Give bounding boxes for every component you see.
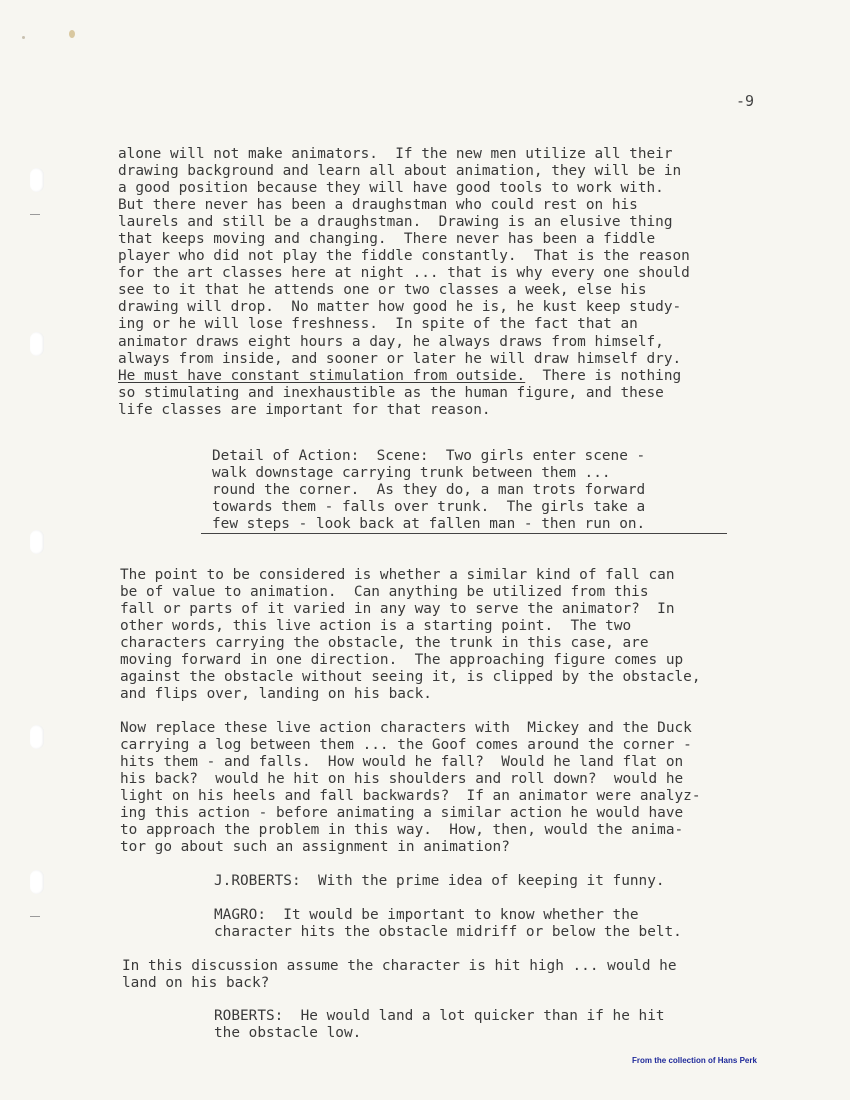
binder-hole bbox=[30, 168, 44, 192]
paragraph-mickey-duck: Now replace these live action characters with Mickey and the Duck carrying a log between them ... the Goof comes around the corner - hits them - and falls. How would he fall? Would he land flat on his back? would he hit on his shoulders and roll down? would he light on his heels and fall backwards? If an animator were analyz- ing this action - before animating a similar action he would have to approach the problem in this way. How, then, would the anima- tor go about such an assignment in animation? bbox=[120, 720, 701, 856]
paragraph-drawing-tail: There is nothing so stimulating and inexhaustible as the human figure, and these life classes are important for that reason. bbox=[118, 367, 682, 418]
paragraph-fall-analysis: The point to be considered is whether a similar kind of fall can be of value to animation. Can anything be utilized from this fall or parts of it varied in any way to serve the animator? In other words, this live action is a starting point. The two characters carrying the obstacle, the trunk in this case, are moving forward in one direction. The approaching figure comes up against the obstacle without seeing it, is clipped by the obstacle, and flips over, landing on his back. bbox=[120, 567, 701, 703]
detail-underline-rule bbox=[201, 533, 727, 534]
binder-mark bbox=[30, 916, 40, 917]
binder-hole bbox=[30, 530, 44, 554]
binder-hole bbox=[30, 725, 44, 749]
quote-roberts-2: ROBERTS: He would land a lot quicker than if he hit the obstacle low. bbox=[214, 1008, 665, 1042]
paper-speck bbox=[22, 36, 25, 39]
quote-magro: MAGRO: It would be important to know whether the character hits the obstacle midriff or below the belt. bbox=[214, 907, 682, 941]
binder-mark bbox=[30, 214, 40, 215]
collection-credit: From the collection of Hans Perk bbox=[632, 1056, 757, 1065]
paragraph-hit-high: In this discussion assume the character is hit high ... would he land on his back? bbox=[122, 958, 677, 992]
page-number: -9 bbox=[736, 92, 755, 110]
paper-stain bbox=[69, 30, 75, 38]
underlined-sentence: He must have constant stimulation from outside. bbox=[118, 367, 526, 384]
paragraph-drawing-text: alone will not make animators. If the new men utilize all their drawing background and learn all about animation, they will be in a good position because they will have good tools to work with. But there never has been a draughstman who could rest on his laurels and still be a draughstman. Drawing is an elusive thing that keeps moving and changing. There never has been a fiddle player who did not play the fiddle constantly. That is the reason for the art classes here at night ... that is why every one should see to it that he attends one or two classes a week, else his drawing will drop. No matter how good he is, he kust keep study- ing or he will lose freshness. In spite of the fact that an animator draws eight hours a day, he always draws from himself, always from inside, and sooner or later he will draw himself dry. bbox=[118, 146, 690, 367]
quote-roberts-1: J.ROBERTS: With the prime idea of keeping it funny. bbox=[214, 873, 665, 889]
detail-of-action-block: Detail of Action: Scene: Two girls enter scene - walk downstage carrying trunk between them ... round the corner. As they do, a man trots forward towards them - falls over trunk. The girls take a few steps - look back at fallen man - then run on. bbox=[212, 448, 646, 533]
paragraph-drawing bbox=[118, 146, 690, 419]
binder-hole bbox=[30, 332, 44, 356]
binder-hole bbox=[30, 870, 44, 894]
